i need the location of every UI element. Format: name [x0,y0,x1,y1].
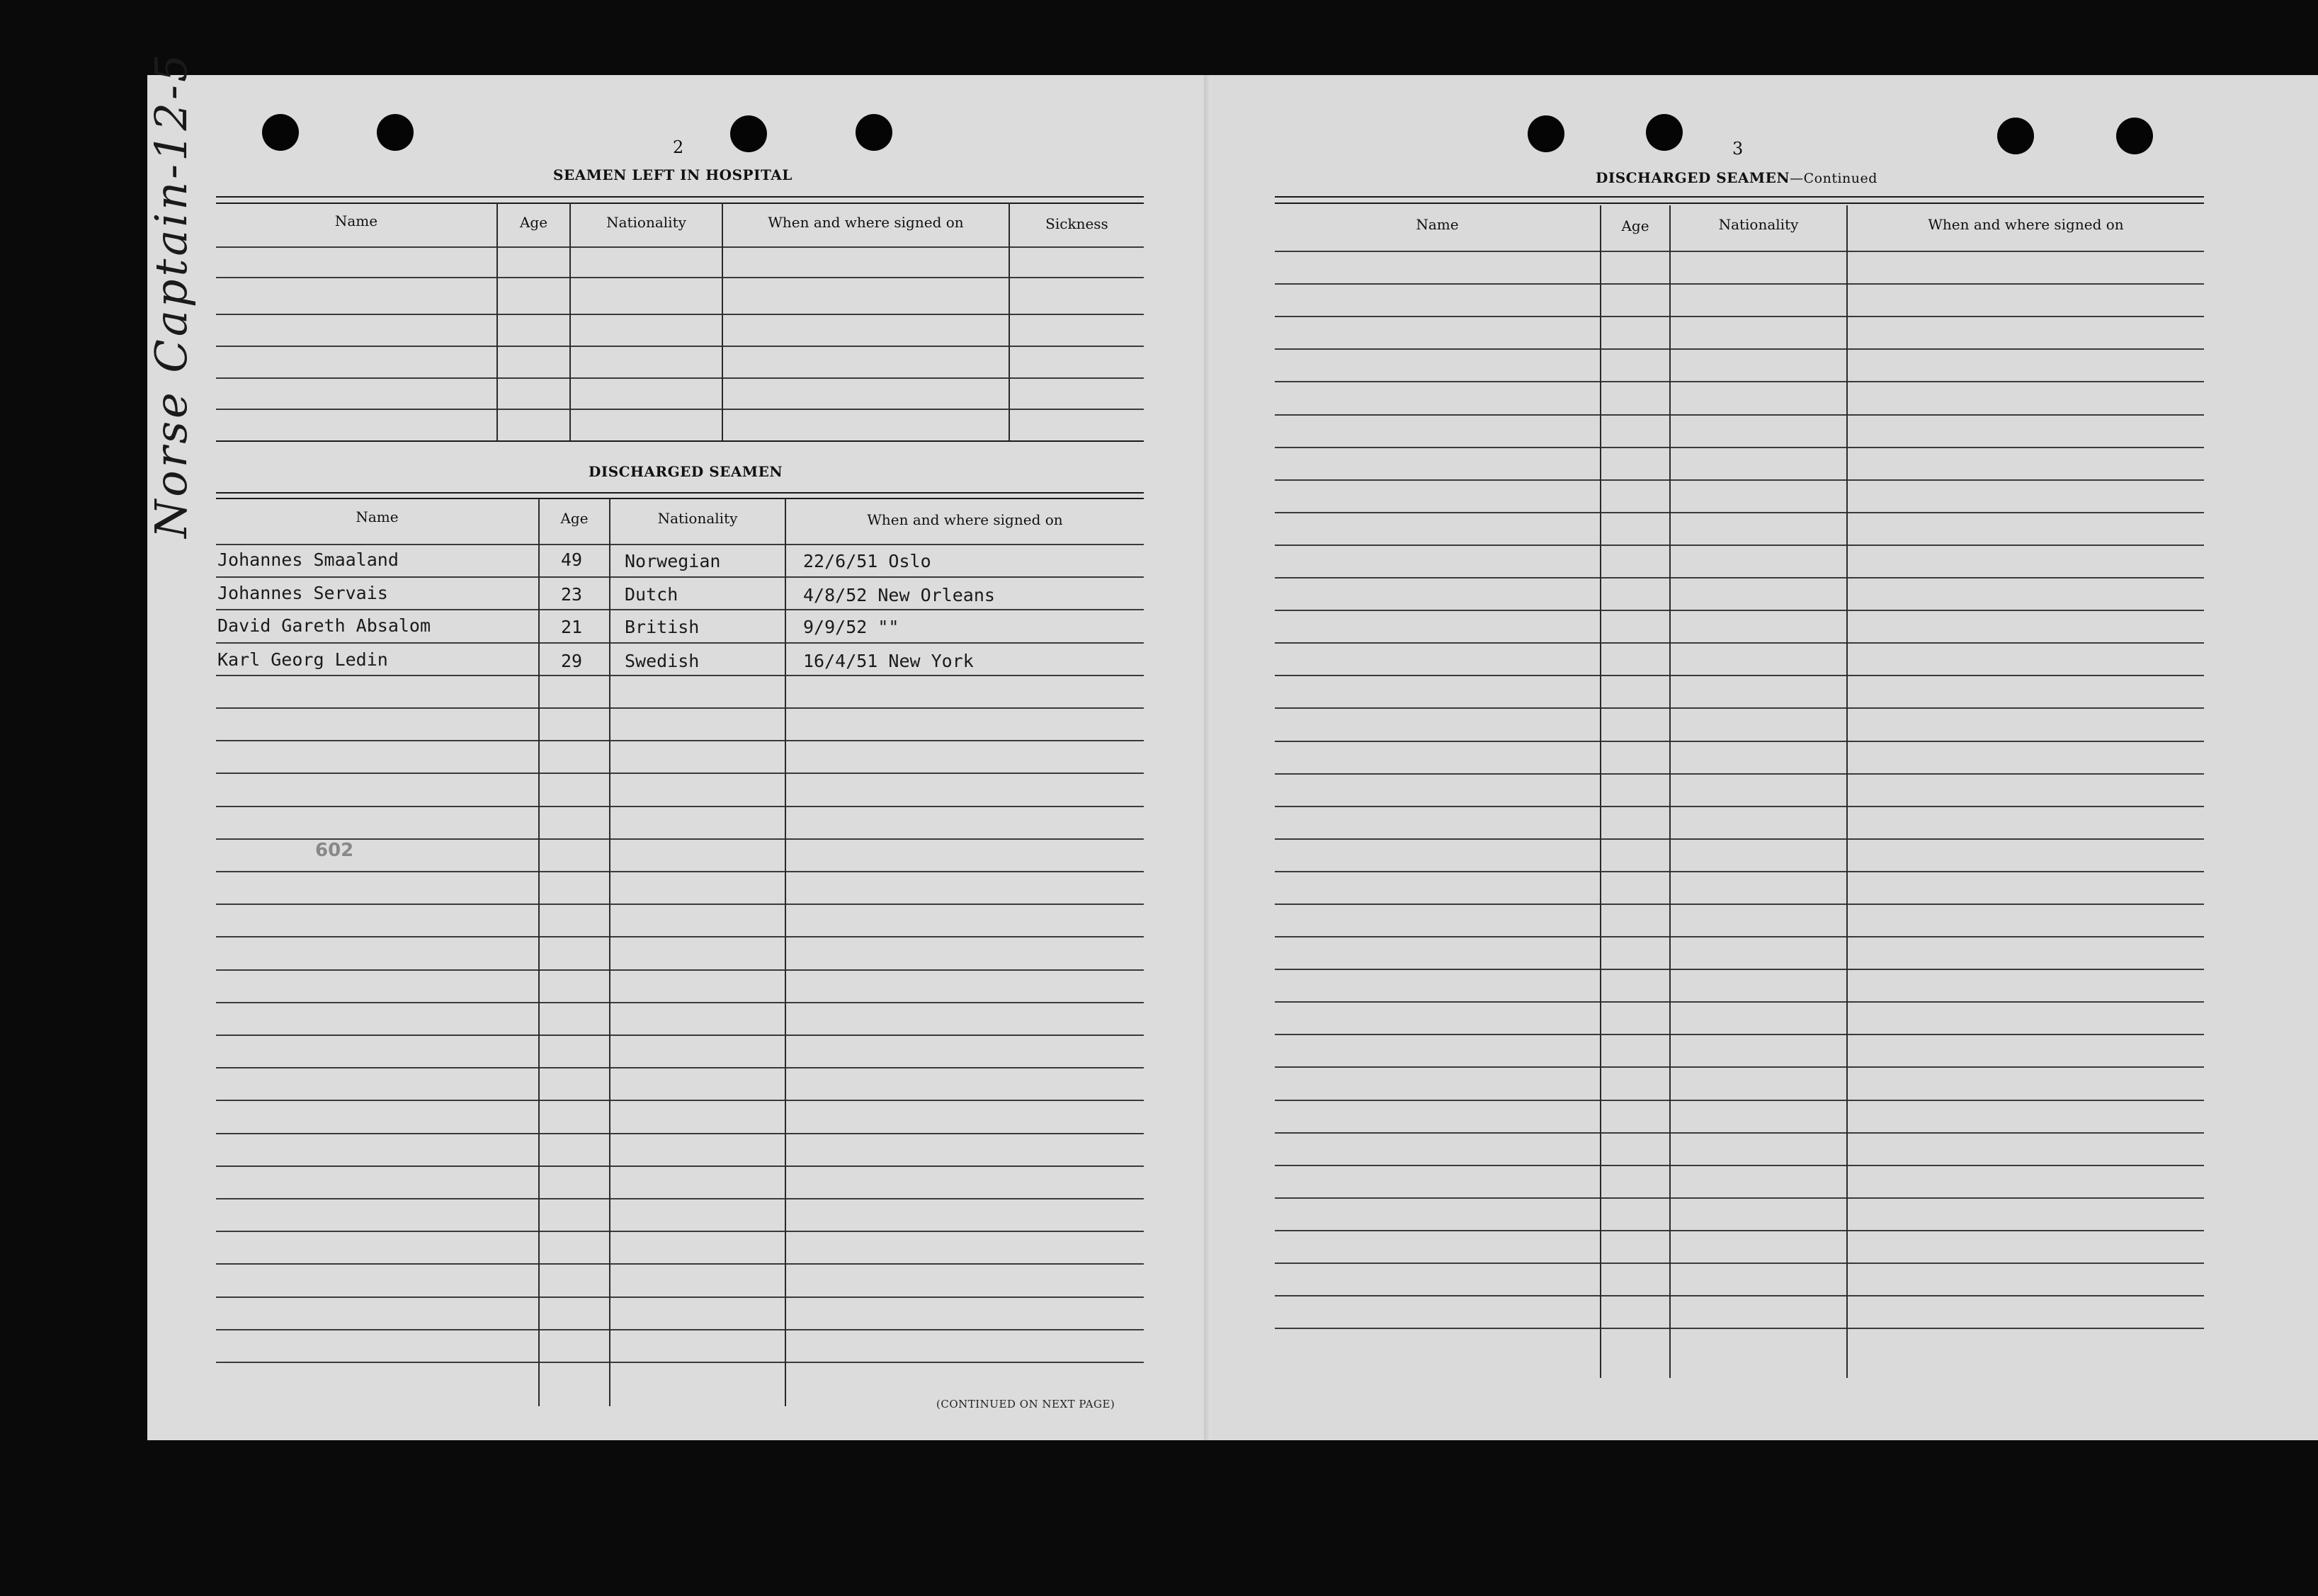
continued-title-main: DISCHARGED SEAMEN [1596,169,1790,186]
seaman-age: 29 [561,651,583,671]
left-page [147,75,1204,1440]
discharged-section-title: DISCHARGED SEAMEN [589,463,783,480]
ruled-line [216,1002,1144,1003]
ruled-line [1275,577,2204,578]
ruled-line [216,969,1144,971]
ruled-line [1275,479,2204,481]
page-number-left: 2 [673,137,684,157]
continued-section-title [1596,169,1877,186]
ruled-line [216,740,1144,741]
ruled-line [1275,871,2204,872]
column-divider [538,498,540,1406]
discharged-col-signed-on: When and where signed on [867,511,1063,528]
seaman-signed-on: 16/4/51 New York [803,651,974,671]
continued-col-nationality: Nationality [1718,216,1799,233]
ruled-line [216,936,1144,937]
ruled-line [1275,1066,2204,1068]
ruled-line [216,576,1144,578]
continued-col-age: Age [1621,217,1649,234]
ruled-line [216,806,1144,807]
seaman-nationality: British [625,617,700,637]
seaman-signed-on: 4/8/52 New Orleans [803,585,995,605]
ruled-line [1275,1262,2204,1264]
hospital-col-nationality: Nationality [606,214,686,231]
ruled-line [216,1329,1144,1330]
ruled-line [1275,512,2204,513]
ruled-line [1275,414,2204,416]
column-divider [1669,205,1671,1378]
punch-hole [730,115,767,152]
hospital-col-name: Name [334,212,378,229]
seaman-age: 23 [561,584,583,605]
ruled-line [1275,1034,2204,1035]
punch-hole [2116,118,2153,154]
seaman-nationality: Dutch [625,584,678,605]
ruled-line [216,773,1144,774]
ruled-line [1275,348,2204,350]
continued-col-name: Name [1416,216,1459,233]
ruled-line [216,1034,1144,1036]
ruled-line [216,838,1144,840]
ruled-line [1275,1328,2204,1329]
page-number-right: 3 [1732,139,1744,159]
ruled-line [216,1231,1144,1232]
continued-note: (CONTINUED ON NEXT PAGE) [936,1398,1115,1410]
ruled-line [1275,1100,2204,1101]
column-divider [1600,205,1601,1378]
ruled-line [1275,610,2204,611]
ruled-line [1275,283,2204,285]
ruled-line [216,1263,1144,1265]
ruled-line [1275,316,2204,317]
handwritten-margin-note: Norse Captain-12-5 [145,51,197,538]
hospital-col-age: Age [519,214,548,231]
ruled-line [1275,1230,2204,1231]
ruled-line [216,1198,1144,1199]
seaman-name: Johannes Smaaland [217,549,399,570]
punch-hole [1646,114,1683,151]
ruled-line [216,904,1144,905]
ruled-line [216,707,1144,709]
seaman-signed-on: 9/9/52 "" [803,617,899,637]
seaman-name: Johannes Servais [217,583,388,603]
punch-hole [262,114,299,151]
ruled-line [1275,838,2204,840]
ruled-line [1275,447,2204,448]
column-divider [1846,205,1848,1378]
ruled-line [1275,545,2204,546]
discharged-col-name: Name [356,508,399,525]
punch-hole [1528,115,1564,152]
ruled-line [1275,642,2204,644]
ruled-line [1275,773,2204,775]
ruled-line [1275,969,2204,970]
ruled-line [1275,1165,2204,1166]
column-divider [609,498,610,1406]
seaman-nationality: Swedish [625,651,700,671]
ruled-line [216,1067,1144,1068]
punch-hole [856,114,892,151]
ruled-line [1275,251,2204,252]
ruled-line [216,1165,1144,1167]
hospital-col-sickness: Sickness [1045,215,1108,232]
punch-hole [377,114,414,151]
seaman-signed-on: 22/6/51 Oslo [803,551,931,571]
continued-title-suffix: —Continued [1790,171,1877,186]
ruled-line [1275,381,2204,382]
ruled-line [1275,1295,2204,1296]
faint-stamp-mark: 602 [315,840,354,861]
page-gutter [1204,75,1211,1440]
ruled-line [1275,741,2204,742]
ruled-line [1275,936,2204,937]
ruled-line [1275,675,2204,676]
seaman-nationality: Norwegian [625,551,721,571]
ruled-line [216,871,1144,872]
right-page [1204,75,2318,1440]
ruled-line [1275,806,2204,807]
seaman-name: Karl Georg Ledin [217,649,388,670]
seaman-name: David Gareth Absalom [217,615,431,636]
ruled-line [216,1362,1144,1363]
ruled-line [1275,1197,2204,1199]
ruled-line [1275,1132,2204,1134]
ruled-line [216,609,1144,610]
ruled-line [1275,1001,2204,1003]
continued-col-signed-on: When and where signed on [1928,216,2124,233]
discharged-col-nationality: Nationality [657,510,738,527]
ruled-line [1275,904,2204,905]
discharged-col-age: Age [560,510,589,527]
hospital-section-title: SEAMEN LEFT IN HOSPITAL [553,166,792,183]
punch-hole [1997,118,2034,154]
ruled-line [1275,707,2204,709]
ruled-line [216,642,1144,644]
ruled-line [216,675,1144,676]
ruled-line [216,544,1144,545]
hospital-col-signed-on: When and where signed on [768,214,964,231]
seaman-age: 49 [561,549,583,570]
seaman-age: 21 [561,617,583,637]
column-divider [785,498,786,1406]
ruled-line [216,1296,1144,1298]
ruled-line [216,1133,1144,1134]
ruled-line [216,1100,1144,1101]
